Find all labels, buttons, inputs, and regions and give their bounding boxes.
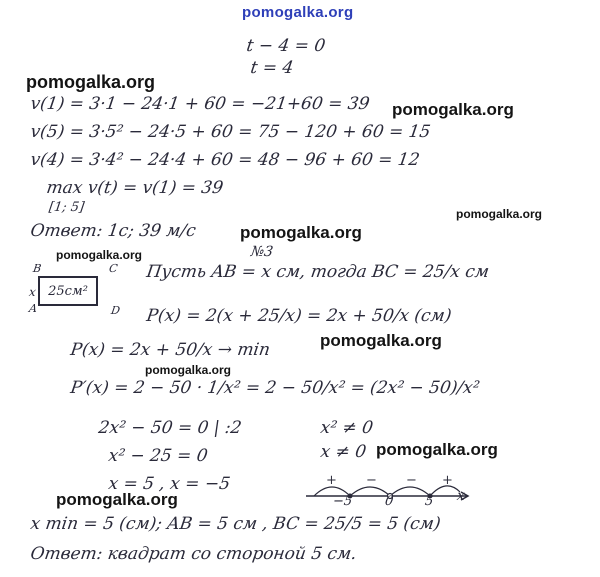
interval: [1; 5]	[47, 200, 86, 215]
not-equal-1: x² ≠ 0	[319, 418, 375, 438]
perimeter-line: P(x) = 2(x + 25/x) = 2x + 50/x (см)	[145, 306, 453, 326]
t-value: t = 4	[249, 58, 295, 78]
not-equal-2: x ≠ 0	[319, 442, 368, 462]
equation-2: x² − 25 = 0	[107, 446, 209, 466]
watermark-top: pomogalka.org	[242, 4, 354, 21]
sign-arc	[350, 487, 390, 496]
sign-label: +	[442, 473, 453, 488]
watermark: pomogalka.org	[376, 440, 498, 459]
watermark: pomogalka.org	[392, 100, 514, 119]
answer-1: Ответ: 1с; 39 м/с	[29, 221, 198, 241]
let-line: Пусть AB = x см, тогда BC = 25/x см	[145, 262, 491, 282]
watermark: pomogalka.org	[145, 363, 232, 377]
watermark: pomogalka.org	[320, 331, 442, 350]
point-label: 5	[423, 494, 435, 509]
sign-label: −	[406, 473, 417, 488]
roots-line: x = 5 , x = −5	[107, 474, 232, 494]
answer-3: Ответ: квадрат со стороной 5 см.	[29, 544, 358, 564]
area-label: 25см²	[48, 283, 88, 299]
watermark: pomogalka.org	[26, 72, 156, 92]
result-line: x min = 5 (см); AB = 5 см , BC = 25/5 = 5 (см)	[29, 514, 442, 534]
axis-label: x	[455, 488, 466, 504]
watermark: pomogalka.org	[240, 223, 362, 242]
v1-line: v(1) = 3·1 − 24·1 + 60 = −21+60 = 39	[29, 94, 371, 114]
label-c: C	[108, 262, 119, 275]
sign-arc	[390, 487, 430, 496]
label-x: x	[28, 285, 37, 299]
equation-1: 2x² − 50 = 0 | :2	[97, 418, 243, 438]
watermark: pomogalka.org	[456, 207, 543, 221]
point-label: 0	[383, 494, 395, 509]
label-b: B	[32, 262, 43, 275]
derivative-line: P′(x) = 2 − 50 · 1/x² = 2 − 50/x² = (2x² − 50)/x²	[69, 378, 481, 398]
label-a: A	[28, 302, 38, 315]
perimeter-min-line: P(x) = 2x + 50/x → min	[69, 340, 272, 360]
sign-label: −	[366, 473, 377, 488]
rectangle-diagram	[38, 276, 98, 306]
watermark: pomogalka.org	[56, 248, 143, 262]
problem-number: №3	[249, 244, 275, 260]
max-line: max v(t) = v(1) = 39	[45, 178, 225, 198]
label-d: D	[110, 304, 121, 317]
point-label: −5	[331, 494, 354, 509]
v4-line: v(4) = 3·4² − 24·4 + 60 = 48 − 96 + 60 = 12	[29, 150, 421, 170]
v5-line: v(5) = 3·5² − 24·5 + 60 = 75 − 120 + 60 = 15	[29, 122, 432, 142]
equation-t: t − 4 = 0	[245, 36, 327, 56]
watermark: pomogalka.org	[56, 490, 178, 509]
sign-label: +	[326, 473, 337, 488]
